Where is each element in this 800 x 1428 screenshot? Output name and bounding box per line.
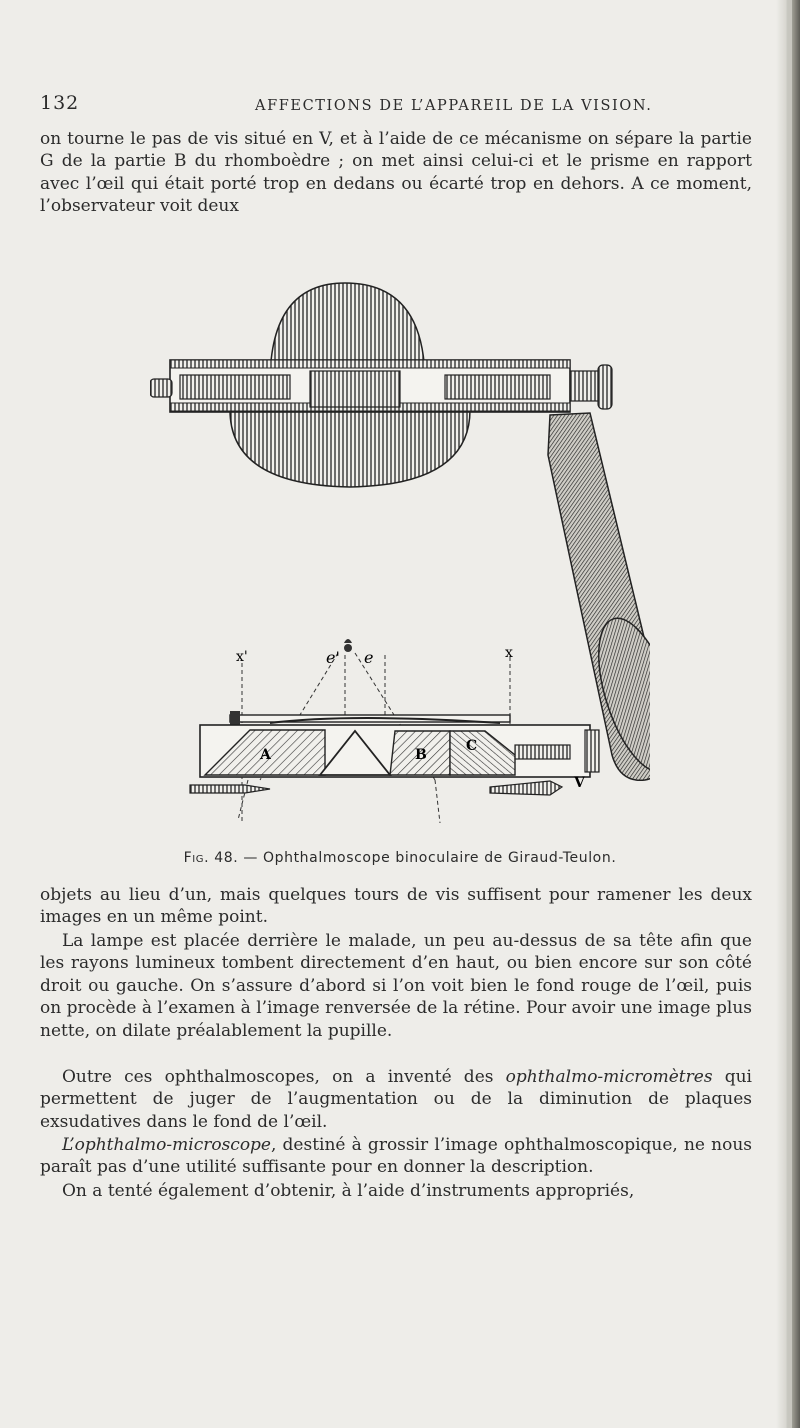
figure-caption bbox=[0, 850, 800, 866]
mirror-bowl bbox=[230, 410, 470, 487]
figure-48 bbox=[150, 275, 650, 835]
label-v: V bbox=[574, 775, 585, 791]
paragraph-1: on tourne le pas de vis situé en V, et à l’aide de ce mécanisme on sépare la partie G de la partie B du rhomboèdre ; on met ainsi celui-ci et le prisme en rapport avec l’œil qui était porté trop en dedans ou écarté trop en dehors. A ce moment, l’observateur voit deux bbox=[40, 129, 752, 217]
ophthalmoscope-illustration bbox=[150, 275, 650, 835]
paragraph-4 bbox=[40, 1066, 752, 1133]
label-b: B bbox=[415, 747, 427, 763]
p4-text-before: Outre ces ophthalmoscopes, on a inventé des bbox=[62, 1067, 506, 1087]
paragraph-6: On a tenté également d’obtenir, à l’aide d’instruments appropriés, bbox=[62, 1181, 635, 1201]
knob bbox=[598, 365, 612, 409]
caption-text: — Ophthalmoscope binoculaire de Giraud-Teulon. bbox=[238, 850, 617, 866]
p4-emphasis: ophthalmo-micromètres bbox=[505, 1067, 713, 1087]
eyepiece-right bbox=[490, 781, 562, 795]
paragraph-3: La lampe est placée derrière le malade, un peu au-dessus de sa tête afin que les rayons lumineux tombent directement d’en haut, ou bien encore sur son côté droit ou gauche. On s’assure d’abord si l’on voit bien le fond rouge de l’œil, puis on procède à l’examen à l’image renversée de la rétine. Pour avoir une image plus nette, on dilate préalablement la pupille. bbox=[40, 931, 752, 1041]
page-edge-line bbox=[788, 0, 792, 1428]
paragraph-2: objets au lieu d’un, mais quelques tours de vis suffisent pour ramener les deux images en un même point. bbox=[40, 885, 752, 928]
label-x-left: x' bbox=[236, 649, 248, 665]
running-head bbox=[40, 92, 740, 120]
label-x-right: x bbox=[505, 645, 513, 661]
label-e-left: e' bbox=[326, 648, 340, 667]
paragraph-5 bbox=[40, 1134, 752, 1179]
label-e-right: e bbox=[364, 648, 374, 667]
screw-v bbox=[515, 745, 570, 759]
p4-text-after: qui permettent de juger de l’augmentation ou de la diminution de plaques exsudatives dans le fond de l’œil. bbox=[40, 1067, 752, 1132]
p5-text-after: , destiné à grossir l’image ophthalmoscopique, ne nous paraît pas d’une utilité suffisante pour en donner la description. bbox=[40, 1135, 752, 1178]
label-a: A bbox=[260, 747, 271, 763]
label-c: C bbox=[466, 738, 478, 754]
caption-label: Fig. 48. bbox=[183, 850, 239, 866]
eyepiece-left bbox=[190, 785, 270, 793]
page-number: 132 bbox=[40, 92, 80, 114]
running-title: AFFECTIONS DE L’APPAREIL DE LA VISION. bbox=[255, 98, 653, 114]
p5-emphasis: L’ophthalmo-microscope bbox=[62, 1135, 271, 1155]
